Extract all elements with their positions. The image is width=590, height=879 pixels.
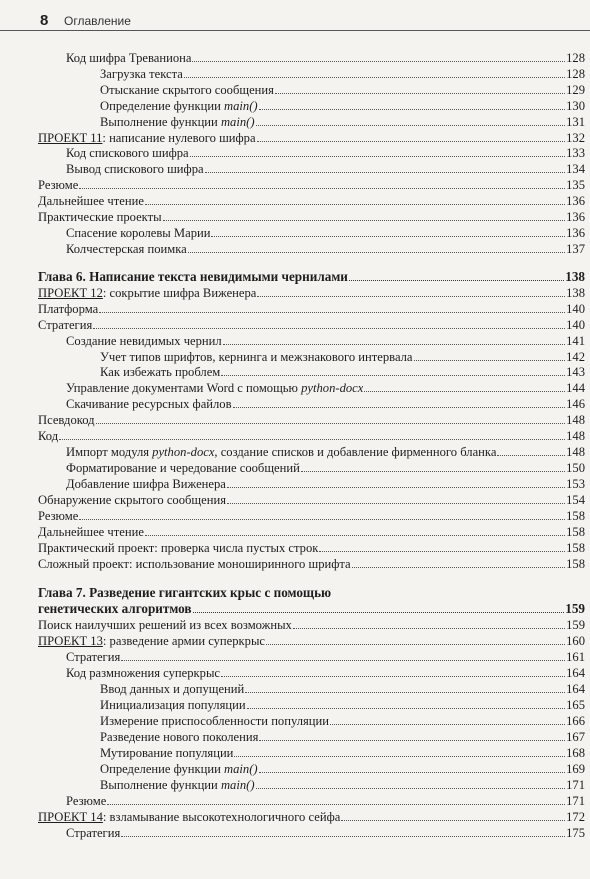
entry-title-part: : разведение армии суперкрыс <box>102 634 266 648</box>
entry-page-number: 133 <box>566 146 585 160</box>
entry-title: Создание невидимых чернил <box>66 334 222 348</box>
project-label: ПРОЕКТ 14 <box>38 810 103 824</box>
entry-title: Код размножения суперкрыс <box>66 666 220 680</box>
entry-title-part: Определение функции <box>100 99 225 113</box>
entry-page-number: 128 <box>566 51 585 65</box>
entry-title: Глава 6. Написание текста невидимыми чернилами <box>38 269 348 284</box>
chapter-entry[interactable] <box>38 601 585 617</box>
entry-page-number: 136 <box>566 194 585 208</box>
dot-leader <box>275 93 565 94</box>
dot-leader <box>227 487 565 488</box>
dot-leader <box>145 535 565 536</box>
entry-title-code: main() <box>224 99 258 113</box>
dot-leader <box>234 756 565 757</box>
entry-title: Стратегия <box>66 826 121 840</box>
dot-leader <box>352 567 565 568</box>
toc-entry[interactable] <box>38 617 585 633</box>
entry-page-number: 168 <box>566 746 585 760</box>
entry-page-number: 154 <box>566 493 585 507</box>
dot-leader <box>59 439 565 440</box>
entry-title: Практический проект: проверка числа пустых строк <box>38 541 319 555</box>
entry-page-number: 144 <box>566 381 585 395</box>
entry-page-number: 160 <box>566 634 585 648</box>
entry-page-number: 159 <box>565 601 585 616</box>
entry-title: Сложный проект: использование моноширинного шрифта <box>38 557 351 571</box>
entry-title: Платформа <box>38 302 99 316</box>
entry-title: Вывод спискового шифра <box>66 162 204 176</box>
entry-page-number: 140 <box>566 318 585 332</box>
dot-leader <box>256 125 566 126</box>
entry-title-code: main() <box>224 762 258 776</box>
toc-entry[interactable] <box>100 713 585 729</box>
entry-title: Резюме <box>38 178 79 192</box>
entry-page-number: 169 <box>566 762 585 776</box>
running-title: Оглавление <box>64 14 131 28</box>
entry-title: Измерение приспособленности популяции <box>100 714 330 728</box>
toc-entry[interactable] <box>100 98 585 114</box>
dot-leader <box>497 455 565 456</box>
project-label: ПРОЕКТ 11 <box>38 131 103 145</box>
toc-entry[interactable] <box>38 285 585 301</box>
toc-entry[interactable] <box>100 681 585 697</box>
entry-page-number: 148 <box>566 413 585 427</box>
toc-entry[interactable] <box>38 809 585 825</box>
entry-title: Практические проекты <box>38 210 162 224</box>
dot-leader <box>364 391 565 392</box>
entry-page-number: 171 <box>566 778 585 792</box>
toc-entry[interactable] <box>38 524 585 540</box>
entry-title: Ввод данных и допущений <box>100 682 245 696</box>
toc-entry[interactable] <box>38 412 585 428</box>
entry-page-number: 138 <box>566 286 585 300</box>
toc-entry[interactable] <box>66 444 585 460</box>
entry-title: генетических алгоритмов <box>38 601 192 616</box>
entry-page-number: 137 <box>566 242 585 256</box>
dot-leader <box>259 740 565 741</box>
dot-leader <box>227 503 565 504</box>
entry-page-number: 129 <box>566 83 585 97</box>
toc-entry[interactable] <box>66 333 585 349</box>
entry-title: Стратегия <box>66 650 121 664</box>
entry-page-number: 148 <box>566 445 585 459</box>
dot-leader <box>247 708 566 709</box>
toc-entry[interactable] <box>66 241 585 257</box>
toc-entry[interactable] <box>100 66 585 82</box>
dot-leader <box>192 61 565 62</box>
dot-leader <box>190 156 565 157</box>
entry-title: Обнаружение скрытого сообщения <box>38 493 226 507</box>
toc-entry[interactable] <box>38 130 585 146</box>
dot-leader <box>193 612 565 613</box>
entry-title: Добавление шифра Виженера <box>66 477 226 491</box>
entry-page-number: 136 <box>566 210 585 224</box>
toc-entry[interactable] <box>38 209 585 225</box>
entry-title-part: Определение функции <box>100 762 225 776</box>
entry-page-number: 138 <box>565 269 585 284</box>
entry-page-number: 146 <box>566 397 585 411</box>
entry-page-number: 142 <box>566 350 585 364</box>
entry-title-code: main() <box>220 778 255 792</box>
entry-title: Код спискового шифра <box>66 146 189 160</box>
entry-title: Дальнейшее чтение <box>38 194 144 208</box>
entry-page-number: 175 <box>566 826 585 840</box>
entry-title <box>100 114 255 130</box>
entry-page-number: 171 <box>566 794 585 808</box>
dot-leader <box>319 551 565 552</box>
toc-entry[interactable] <box>100 114 585 130</box>
entry-page-number: 132 <box>566 131 585 145</box>
dot-leader <box>259 109 566 110</box>
dot-leader <box>188 252 565 253</box>
toc-entry[interactable] <box>38 177 585 193</box>
chapter-entry[interactable] <box>38 269 585 285</box>
toc-entry[interactable] <box>66 145 585 161</box>
entry-title <box>66 380 363 396</box>
toc-entry[interactable] <box>38 193 585 209</box>
entry-title: Как избежать проблем <box>100 365 221 379</box>
entry-page-number: 164 <box>566 682 585 696</box>
entry-title: Учет типов шрифтов, кернинга и межзнакового интервала <box>100 350 413 364</box>
dot-leader <box>257 141 566 142</box>
toc-entry[interactable] <box>66 665 585 681</box>
dot-leader <box>330 724 565 725</box>
dot-leader <box>349 280 564 281</box>
entry-page-number: 158 <box>566 557 585 571</box>
entry-page-number: 131 <box>566 115 585 129</box>
dot-leader <box>259 772 566 773</box>
entry-page-number: 153 <box>566 477 585 491</box>
entry-page-number: 167 <box>566 730 585 744</box>
toc-entry[interactable] <box>100 697 585 713</box>
toc-entry[interactable] <box>38 540 585 556</box>
toc-entry[interactable] <box>38 301 585 317</box>
entry-page-number: 148 <box>566 429 585 443</box>
dot-leader <box>121 836 565 837</box>
entry-page-number: 165 <box>566 698 585 712</box>
dot-leader <box>184 77 565 78</box>
toc-entry[interactable] <box>66 476 585 492</box>
toc-entry[interactable] <box>100 82 585 98</box>
dot-leader <box>107 804 565 805</box>
entry-page-number: 141 <box>566 334 585 348</box>
toc-entry[interactable] <box>38 317 585 333</box>
toc-entry[interactable] <box>38 428 585 444</box>
entry-title <box>38 633 265 649</box>
dot-leader <box>341 820 565 821</box>
dot-leader <box>79 188 565 189</box>
toc-entry[interactable] <box>66 649 585 665</box>
entry-title-code: python-docx <box>301 381 364 395</box>
entry-title: Спасение королевы Марии <box>66 226 211 240</box>
entry-title: Мутирование популяции <box>100 746 234 760</box>
dot-leader <box>223 344 565 345</box>
dot-leader <box>99 312 565 313</box>
entry-title: Форматирование и чередование сообщений <box>66 461 300 475</box>
toc-entry[interactable] <box>100 777 585 793</box>
entry-page-number: 164 <box>566 666 585 680</box>
entry-page-number: 161 <box>566 650 585 664</box>
project-label: ПРОЕКТ 12 <box>38 286 103 300</box>
entry-title <box>38 285 256 301</box>
entry-title: Резюме <box>38 509 79 523</box>
entry-title: Отыскание скрытого сообщения <box>100 83 274 97</box>
project-label: ПРОЕКТ 13 <box>38 634 103 648</box>
entry-title-part: Выполнение функции <box>100 778 221 792</box>
toc-entry[interactable] <box>66 396 585 412</box>
dot-leader <box>93 328 565 329</box>
entry-title: Инициализация популяции <box>100 698 246 712</box>
dot-leader <box>266 644 565 645</box>
toc-entry[interactable] <box>38 633 585 649</box>
page-number: 8 <box>40 12 49 29</box>
dot-leader <box>233 407 566 408</box>
toc-entry[interactable] <box>66 825 585 841</box>
toc-entry[interactable] <box>66 225 585 241</box>
toc-entry[interactable] <box>38 508 585 524</box>
toc-entry[interactable] <box>66 161 585 177</box>
entry-title <box>100 98 258 114</box>
toc-entry[interactable] <box>66 380 585 396</box>
dot-leader <box>301 471 565 472</box>
toc-entry[interactable] <box>66 793 585 809</box>
entry-title: Код <box>38 429 59 443</box>
entry-title-code: python-docx <box>152 445 215 459</box>
toc-entry[interactable] <box>100 364 585 380</box>
toc-entry[interactable] <box>100 761 585 777</box>
toc-entry[interactable] <box>100 349 585 365</box>
dot-leader <box>163 220 566 221</box>
entry-page-number: 159 <box>566 618 585 632</box>
dot-leader <box>79 519 565 520</box>
entry-page-number: 128 <box>566 67 585 81</box>
page-header <box>0 0 590 31</box>
entry-title <box>38 130 256 146</box>
entry-page-number: 136 <box>566 226 585 240</box>
dot-leader <box>211 236 565 237</box>
entry-title-part: : написание нулевого шифра <box>102 131 256 145</box>
entry-title: Поиск наилучших решений из всех возможных <box>38 618 292 632</box>
dot-leader <box>221 375 565 376</box>
toc-entry[interactable] <box>100 745 585 761</box>
entry-title-part: : сокрытие шифра Виженера <box>102 286 257 300</box>
entry-page-number: 130 <box>566 99 585 113</box>
entry-page-number: 166 <box>566 714 585 728</box>
dot-leader <box>256 788 566 789</box>
entry-page-number: 143 <box>566 365 585 379</box>
toc-entry[interactable] <box>38 556 585 572</box>
toc-entry[interactable] <box>66 50 585 66</box>
entry-page-number: 158 <box>566 509 585 523</box>
dot-leader <box>121 660 565 661</box>
entry-page-number: 134 <box>566 162 585 176</box>
entry-page-number: 140 <box>566 302 585 316</box>
chapter-heading-line: Глава 7. Разведение гигантских крыс с помощью <box>38 585 332 600</box>
dot-leader <box>245 692 565 693</box>
entry-title <box>66 444 496 460</box>
dot-leader <box>414 360 566 361</box>
entry-title: Псевдокод <box>38 413 95 427</box>
dot-leader <box>293 628 565 629</box>
entry-title: Разведение нового поколения <box>100 730 259 744</box>
entry-title-code: main() <box>220 115 255 129</box>
dot-leader <box>96 423 566 424</box>
toc-entry[interactable] <box>100 729 585 745</box>
entry-title: Загрузка текста <box>100 67 183 81</box>
toc-entry[interactable] <box>38 492 585 508</box>
entry-title-part: Импорт модуля <box>66 445 153 459</box>
entry-title: Дальнейшее чтение <box>38 525 144 539</box>
toc-entry[interactable] <box>66 460 585 476</box>
entry-title: Колчестерская поимка <box>66 242 187 256</box>
entry-title-part: Выполнение функции <box>100 115 221 129</box>
entry-title: Код шифра Треваниона <box>66 51 192 65</box>
entry-title: Скачивание ресурсных файлов <box>66 397 232 411</box>
entry-title-part: , создание списков и добавление фирменного бланка <box>214 445 497 459</box>
dot-leader <box>257 296 565 297</box>
entry-title <box>100 761 258 777</box>
entry-page-number: 135 <box>566 178 585 192</box>
entry-page-number: 158 <box>566 525 585 539</box>
entry-title <box>38 809 340 825</box>
entry-title-part: Управление документами Word с помощью <box>66 381 302 395</box>
dot-leader <box>221 676 565 677</box>
entry-title <box>100 777 255 793</box>
entry-page-number: 158 <box>566 541 585 555</box>
dot-leader <box>205 172 566 173</box>
entry-title: Резюме <box>66 794 107 808</box>
entry-page-number: 150 <box>566 461 585 475</box>
entry-title-part: : взламывание высокотехнологичного сейфа <box>102 810 341 824</box>
entry-page-number: 172 <box>566 810 585 824</box>
dot-leader <box>145 204 565 205</box>
entry-title: Стратегия <box>38 318 93 332</box>
